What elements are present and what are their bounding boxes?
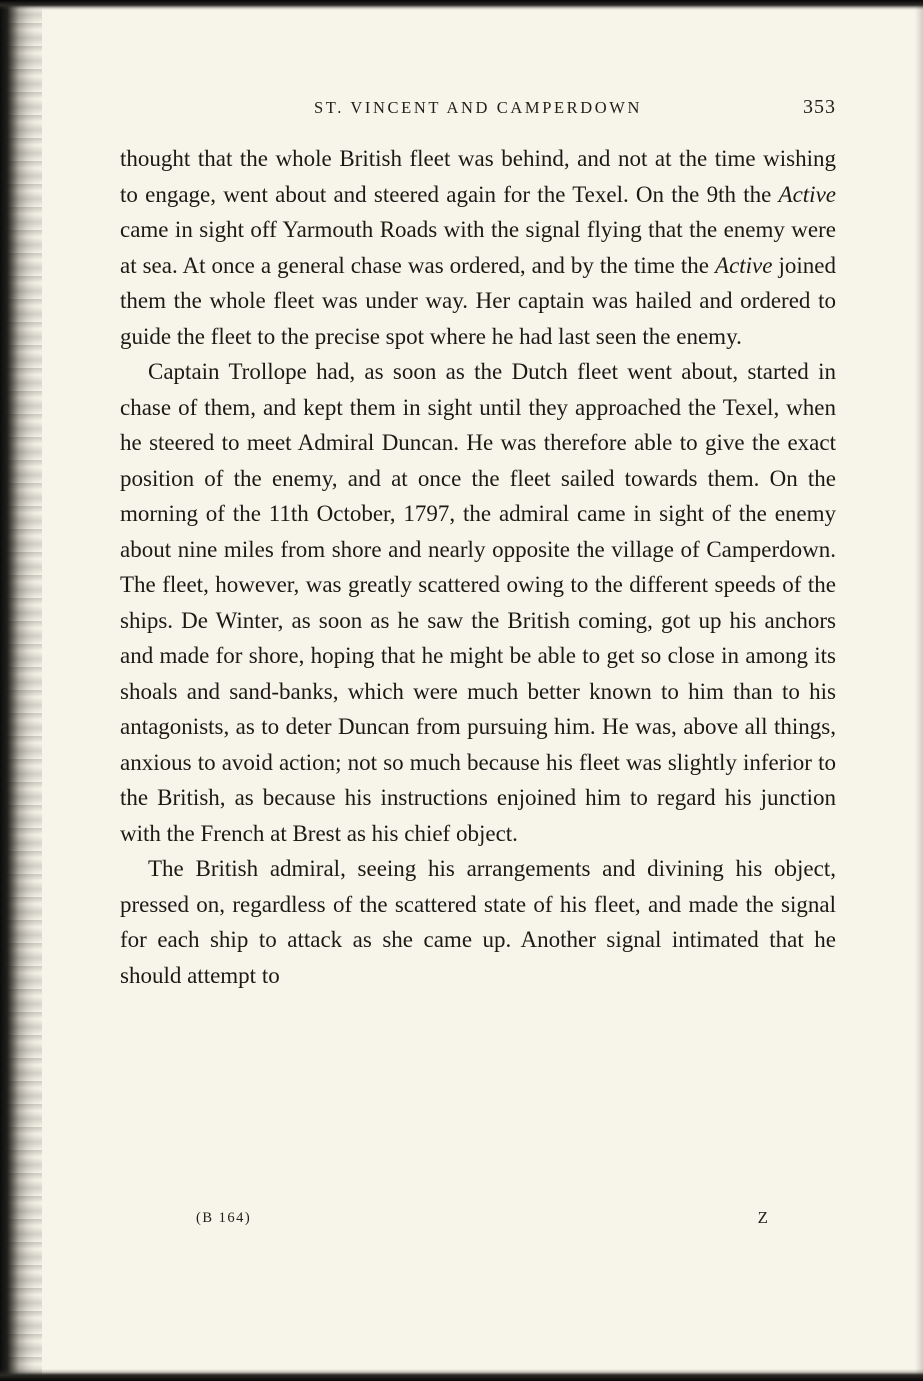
page-footer: [120, 1208, 836, 1232]
signature-letter: Z: [757, 1208, 768, 1227]
signature-mark: (B 164): [196, 1210, 252, 1226]
running-header: [120, 96, 836, 126]
text-segment: thought that the whole British fleet was behind, and not at the time wishing to engage, went about and steered again for the Texel. On the 9th the: [120, 146, 836, 207]
body-text: [120, 141, 836, 993]
italic-ship-name: Active: [778, 181, 836, 207]
text-segment: Captain Trollope had, as soon as the Dutch fleet went about, started in chase of them, and kept them in sight until they approached the Texel, when he steered to meet Admiral Duncan. He was therefore able to give the exact position of the enemy, and at once the fleet sailed towards them. On the morning of the 11th October, 1797, the admiral came in sight of the enemy about nine miles from shore and nearly opposite the village of Camperdown. The fleet, however, was greatly scattered owing to the different speeds of the ships. De Winter, as soon as he saw the British coming, got up his anchors and made for shore, hoping that he might be able to get so close in among its shoals and sand-banks, which were much better known to him than to his antagonists, as to deter Duncan from pursuing him. He was, above all things, anxious to avoid action; not so much because his fleet was slightly inferior to the British, as because his instructions enjoined him to regard his junction with the French at Brest as his chief object.: [120, 359, 836, 846]
text-segment: The British admiral, seeing his arrangements and divining his object, pressed on, regardless of the scattered state of his fleet, and made the signal for each ship to attack as she came up. Another signal intimated that he should attempt to: [120, 856, 836, 988]
paragraph: [120, 141, 836, 354]
page-number: 353: [803, 96, 836, 118]
chapter-title: ST. VINCENT AND CAMPERDOWN: [314, 98, 642, 117]
paragraph: [120, 354, 836, 851]
text-segment: came in sight off Yarmouth Roads with the signal flying that the enemy were at sea. At once a general chase was ordered, and by the time the: [120, 217, 836, 278]
text-segment: joined them the whole fleet was under way. Her captain was hailed and ordered to guide the fleet to the precise spot where he had last seen the enemy.: [120, 252, 836, 349]
scan-edge-right: [915, 0, 923, 1381]
scan-edge-bottom: [0, 1369, 923, 1381]
paragraph: [120, 851, 836, 993]
italic-ship-name: Active: [715, 252, 773, 278]
scan-gutter-shadow: [0, 0, 42, 1381]
scan-edge-top: [0, 0, 923, 10]
